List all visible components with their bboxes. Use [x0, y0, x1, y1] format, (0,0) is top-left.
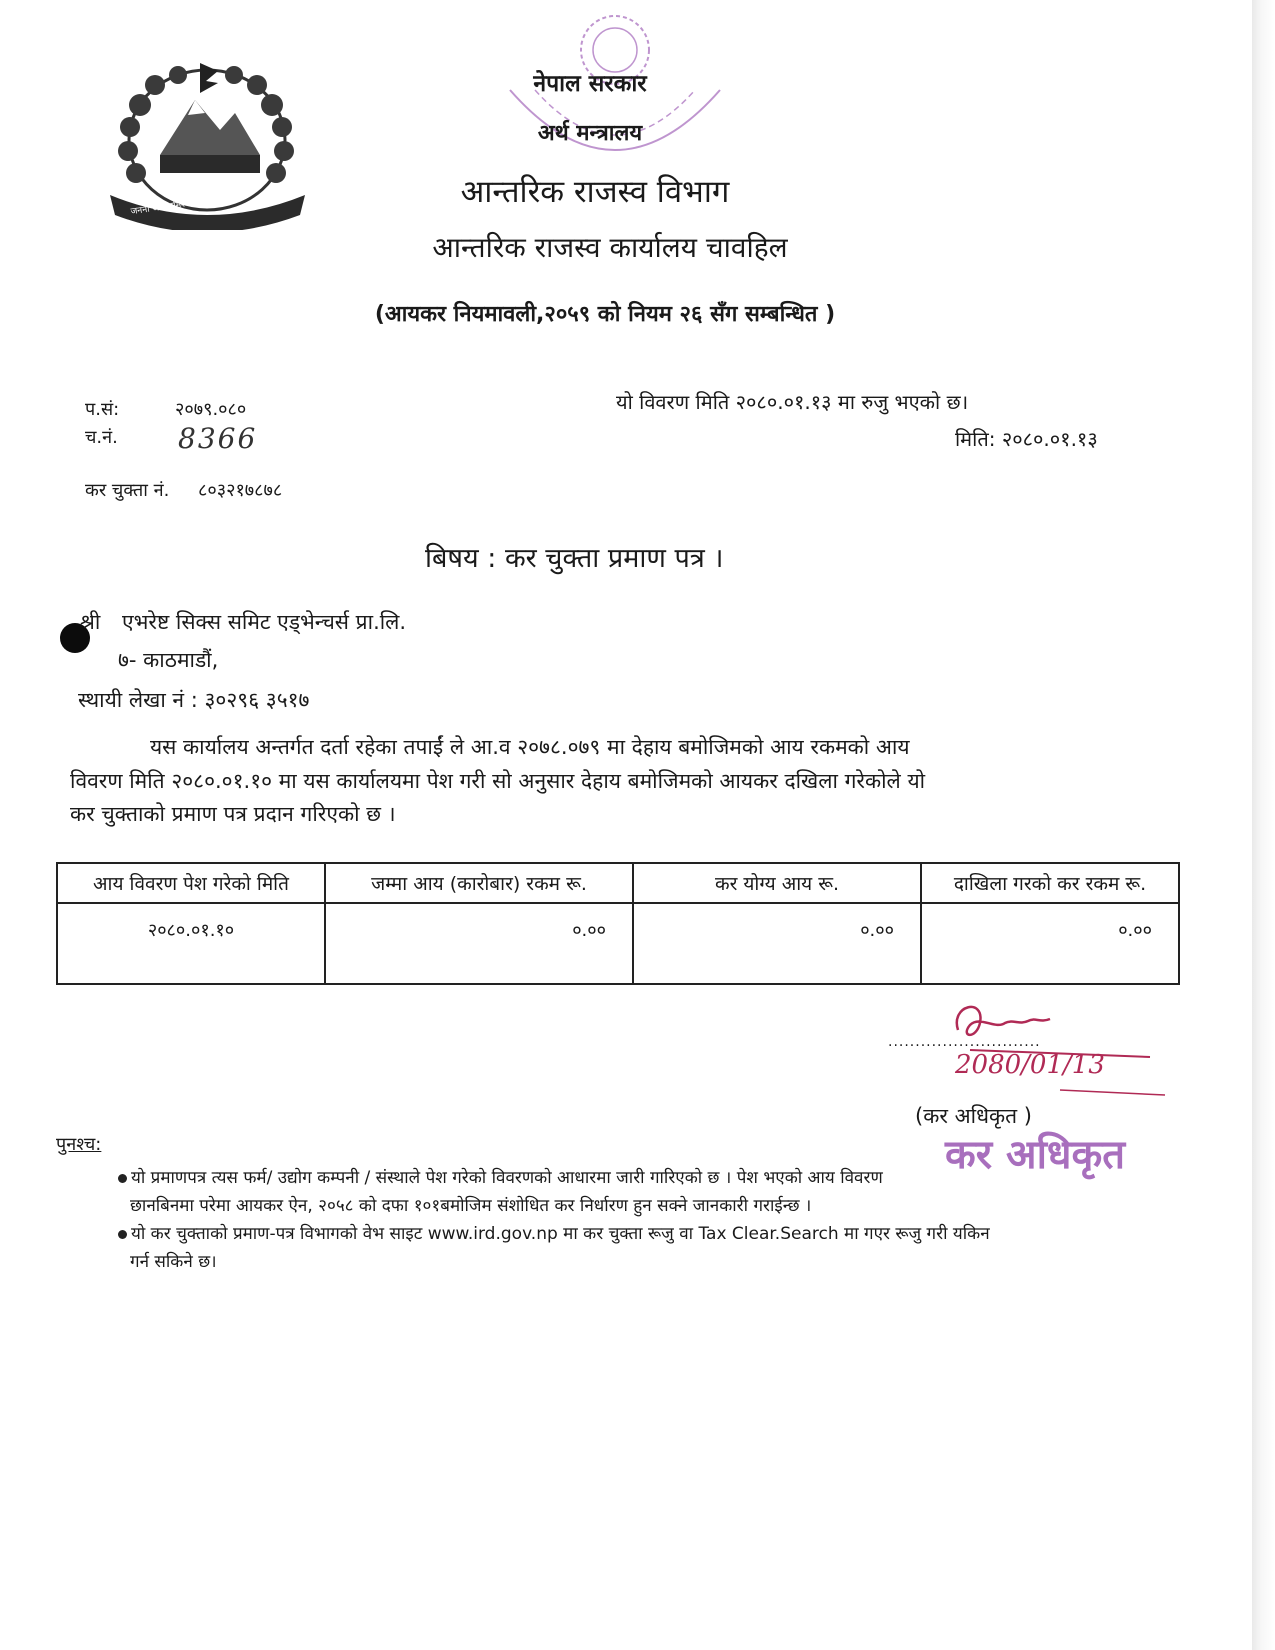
cell-tax-paid: ०.०० [921, 903, 1179, 984]
subject-line: बिषय : कर चुक्ता प्रमाण पत्र । [425, 543, 724, 574]
col-tax-paid: दाखिला गरको कर रकम रू. [921, 863, 1179, 903]
footnote-b2-line1: यो कर चुक्ताको प्रमाण-पत्र विभागको वेभ साइट www.ird.gov.np मा कर चुक्ता रूजु वा Tax Clear.Search मा गएर रूजु गरी यकिन [131, 1224, 990, 1244]
col-filing-date: आय विवरण पेश गरेको मिति [57, 863, 325, 903]
footnote-b1-line2: छानबिनमा परेमा आयकर ऐन, २०५८ को दफा १०१बमोजिम संशोधित कर निर्धारण हुन सक्ने जानकारी गराईन्छ । [130, 1196, 812, 1216]
government-name: नेपाल सरकार [533, 71, 647, 97]
clearance-label: कर चुक्ता नं. [85, 480, 170, 501]
tax-clearance-table [56, 862, 1180, 985]
clearance-number: ८०३२१७८७८ [198, 480, 283, 501]
rule-reference: (आयकर नियमावली,२०५९ को नियम २६ सँग सम्बन्धित ) [374, 302, 836, 327]
office-seal-icon [490, 10, 740, 190]
footnote-b2-line2: गर्न सकिने छ। [130, 1252, 217, 1272]
pan-number: स्थायी लेखा नं : ३०२९६ ३५१७ [78, 688, 310, 712]
footnote-label: पुनश्च: [56, 1134, 102, 1155]
cell-total-income: ०.०० [325, 903, 633, 984]
signature-dots: ............................ [888, 1034, 1041, 1050]
col-total-income: जम्मा आय (कारोबार) रकम रू. [325, 863, 633, 903]
issue-date: मिति: २०८०.०१.१३ [955, 427, 1098, 451]
ministry-name: अर्थ मन्त्रालय [537, 121, 643, 146]
signature-date: 2080/01/13 [955, 1050, 1105, 1080]
recipient-address: ७- काठमाडौं, [118, 648, 219, 672]
body-line-1: यस कार्यालय अन्तर्गत दर्ता रहेका तपाईं ले आ.व २०७८.०७९ मा देहाय बमोजिमको आय रकमको आय [150, 735, 910, 759]
body-line-2: विवरण मिति २०८०.०१.१० मा यस कार्यालयमा पेश गरी सो अनुसार देहाय बमोजिमको आयकर दखिला गरेकोले यो [70, 769, 926, 793]
officer-stamp: कर अधिकृत [945, 1132, 1126, 1178]
emblem-motto: जननी जन्मभूमिश्च स्वर्गादपि गरीयसी [130, 190, 250, 218]
footnote-bullet-1 [118, 1165, 883, 1188]
col-taxable-income: कर योग्य आय रू. [633, 863, 921, 903]
department-name: आन्तरिक राजस्व विभाग [460, 174, 730, 210]
dispatch-label: च.नं. [85, 427, 118, 448]
footnote-bullet-2 [118, 1221, 990, 1244]
body-line-3: कर चुक्ताको प्रमाण पत्र प्रदान गरिएको छ । [70, 802, 396, 826]
footnote-b1-line1: यो प्रमाणपत्र त्यस फर्म/ उद्योग कम्पनी / संस्थाले पेश गरेको विवरणको आधारमा जारी गारिएको छ । पेश भएको आय विवरण [131, 1168, 883, 1188]
recipient-name: एभरेष्ट सिक्स समिट एड्भेन्चर्स प्रा.लि. [122, 610, 407, 634]
signatory-title: (कर अधिकृत ) [915, 1104, 1032, 1128]
bullet-icon [118, 1230, 127, 1239]
fiscal-year-value: २०७९.०८० [175, 399, 247, 420]
cell-taxable-income: ०.०० [633, 903, 921, 984]
scanned-page-edge [1252, 0, 1275, 1650]
table-header-row [57, 863, 1179, 903]
dispatch-number: 8366 [178, 422, 258, 455]
salutation: श्री [80, 610, 101, 634]
bullet-icon [118, 1174, 127, 1183]
table-row [57, 903, 1179, 984]
office-name: आन्तरिक राजस्व कार्यालय चावहिल [432, 231, 788, 264]
fiscal-year-label: प.सं: [85, 399, 120, 420]
cell-filing-date: २०८०.०१.१० [57, 903, 325, 984]
registered-note: यो विवरण मिति २०८०.०१.१३ मा रुजु भएको छ। [616, 390, 969, 414]
